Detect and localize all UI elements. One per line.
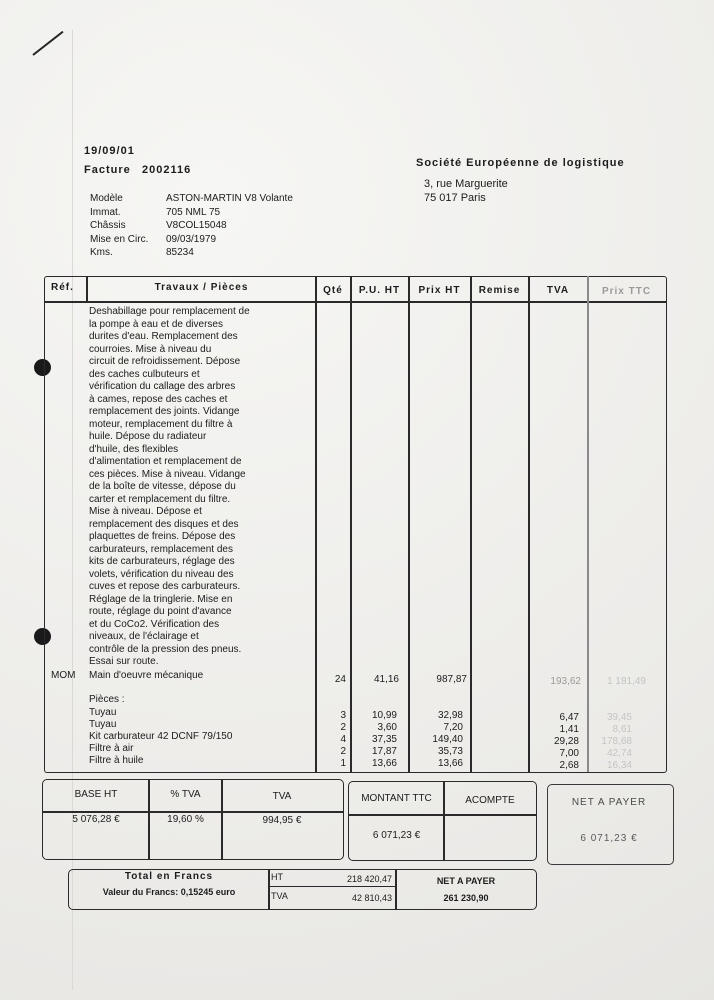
base-ht-value: 5 076,28 €: [72, 814, 120, 825]
labor-unit-price: 41,16: [373, 674, 399, 685]
part-price-ht: 35,73: [437, 746, 463, 757]
francs-net-value: 261 230,90: [443, 893, 489, 903]
description-line: Essai sur route.: [89, 656, 159, 667]
invoice-date: 19/09/01: [84, 145, 135, 157]
description-line: Mise à niveau. Dépose et: [89, 506, 202, 517]
part-qty: 1: [340, 758, 346, 769]
col-divider: [587, 276, 589, 772]
francs-conversion: Valeur du Francs: 0,15245 euro: [102, 887, 236, 897]
vehicle-value: 85234: [166, 247, 194, 258]
francs-col: [268, 869, 270, 910]
part-row: [0, 743, 714, 759]
description-line: huile. Dépose du radiateur: [89, 431, 207, 442]
header-divider: [44, 301, 667, 303]
vehicle-row: [90, 206, 293, 220]
tva-value: 994,95 €: [262, 815, 302, 826]
vehicle-row: [90, 219, 293, 233]
vehicle-label: Immat.: [90, 206, 121, 218]
part-ttc: 39,45: [606, 712, 632, 723]
description-line: volets, vérification du niveau des: [89, 568, 234, 580]
col-divider: [315, 276, 317, 772]
vehicle-row: [90, 246, 293, 260]
parts-heading: Pièces :: [89, 694, 125, 705]
description-line: plaquettes de freins. Dépose des: [89, 531, 236, 542]
montant-ttc-label: MONTANT TTC: [361, 793, 432, 804]
francs-tva-label: TVA: [271, 891, 288, 901]
part-ttc: 8,61: [612, 724, 632, 735]
vehicle-info: [90, 192, 293, 260]
description-line: courroies. Mise à niveau du: [89, 343, 212, 355]
description-line: Deshabillage pour remplacement de: [89, 306, 250, 317]
company-name: Société Européenne de logistique: [416, 157, 625, 169]
vehicle-label: Modèle: [90, 193, 123, 204]
montant-col: [443, 781, 445, 861]
labor-qty: 24: [334, 674, 346, 685]
col-divider: [470, 276, 472, 772]
part-qty: 3: [340, 710, 346, 721]
part-label: Filtre à air: [89, 743, 134, 754]
part-tva: 29,28: [553, 736, 579, 747]
description-line: remplacement des disques et des: [89, 518, 239, 530]
description-line: des caches culbuteurs et: [89, 368, 200, 380]
part-row: [0, 731, 714, 747]
part-tva: 2,68: [559, 760, 579, 771]
labor-ttc: 1 181,49: [607, 676, 646, 687]
part-qty: 2: [340, 746, 346, 757]
description-line: kits de carburateurs, réglage des: [89, 556, 235, 567]
pct-tva-label: % TVA: [170, 789, 201, 800]
description-line: remplacement des joints. Vidange: [89, 406, 240, 417]
vehicle-value: 09/03/1979: [166, 233, 217, 245]
description-line: la pompe à eau et de diverses: [89, 318, 223, 330]
part-unit-price: 37,35: [371, 734, 397, 745]
parts-list: [0, 707, 714, 771]
company-street: 3, rue Marguerite: [424, 178, 508, 190]
header-ref: Réf.: [51, 282, 74, 293]
part-unit-price: 17,87: [371, 746, 397, 757]
vehicle-label: Mise en Circ.: [90, 233, 149, 245]
labor-tva: 193,62: [550, 676, 581, 687]
part-unit-price: 3,60: [377, 722, 397, 733]
francs-row: [268, 886, 395, 887]
col-divider: [408, 276, 410, 772]
header-price-ht: Prix HT: [418, 285, 461, 296]
header-unit-price: P.U. HT: [358, 285, 401, 296]
vehicle-value: ASTON-MARTIN V8 Volante: [166, 193, 293, 204]
francs-ht-value: 218 420,47: [346, 874, 392, 884]
francs-ht-label: HT: [271, 872, 283, 882]
vehicle-row: [90, 192, 293, 206]
invoice-number: 2002116: [142, 164, 192, 176]
montant-ttc-value: 6 071,23 €: [372, 830, 421, 841]
description-line: Réglage de la tringlerie. Mise en: [89, 593, 233, 605]
part-price-ht: 149,40: [432, 734, 463, 745]
work-description: [89, 306, 250, 669]
description-line: vérification du callage des arbres: [89, 381, 236, 392]
description-line: carter et remplacement du filtre.: [89, 493, 231, 505]
part-tva: 1,41: [559, 724, 579, 735]
description-line: et du CoCo2. Vérification des: [89, 618, 220, 630]
pen-mark: [32, 31, 63, 56]
description-line: circuit de refroidissement. Dépose: [89, 356, 241, 367]
part-label: Tuyau: [89, 719, 117, 730]
part-row: [0, 719, 714, 735]
part-label: Kit carburateur 42 DCNF 79/150: [89, 731, 233, 742]
francs-net-label: NET A PAYER: [436, 876, 496, 886]
vehicle-label: Kms.: [90, 247, 113, 258]
header-works: Travaux / Pièces: [154, 282, 249, 293]
description-line: à cames, repose des caches et: [89, 393, 228, 405]
part-ttc: 178,68: [601, 736, 632, 747]
invoice-label: Facture: [84, 164, 131, 176]
francs-tva-value: 42 810,43: [351, 893, 392, 903]
part-label: Tuyau: [89, 707, 117, 718]
pct-tva-value: 19,60 %: [167, 814, 204, 825]
part-row: [0, 755, 714, 771]
description-line: de la boîte de vitesse, dépose du: [89, 481, 236, 492]
base-ht-label: BASE HT: [74, 789, 118, 800]
header-qty: Qté: [323, 285, 343, 296]
company-city: 75 017 Paris: [424, 192, 486, 204]
description-line: route, réglage du point d'avance: [89, 606, 232, 617]
net-payer-label: NET A PAYER: [571, 797, 647, 808]
part-tva: 6,47: [559, 712, 579, 723]
part-ttc: 42,74: [606, 748, 632, 759]
header-discount: Remise: [478, 285, 521, 296]
description-line: d'huile, des flexibles: [89, 443, 179, 455]
description-line: durites d'eau. Remplacement des: [89, 331, 238, 342]
col-divider: [528, 276, 530, 772]
tva-label: TVA: [272, 791, 292, 802]
acompte-label: ACOMPTE: [465, 795, 515, 806]
part-unit-price: 10,99: [371, 710, 397, 721]
part-ttc: 16,34: [606, 760, 632, 771]
vehicle-row: [90, 233, 293, 247]
part-row: [0, 707, 714, 723]
labor-ref: MOM: [51, 670, 76, 681]
part-price-ht: 7,20: [443, 722, 463, 733]
part-qty: 2: [340, 722, 346, 733]
tva-summary-divider: [42, 811, 344, 813]
header-tva: TVA: [546, 285, 570, 296]
francs-title: Total en Francs: [124, 871, 214, 882]
vehicle-value: V8COL15048: [166, 220, 227, 231]
part-tva: 7,00: [559, 748, 579, 759]
part-price-ht: 13,66: [437, 758, 463, 769]
labor-price-ht: 987,87: [436, 674, 467, 685]
col-divider: [350, 276, 352, 772]
labor-label: Main d'oeuvre mécanique: [89, 670, 204, 681]
description-line: moteur, remplacement du filtre à: [89, 418, 233, 430]
description-line: carburateurs, remplacement des: [89, 543, 233, 555]
description-line: contrôle de la pression des pneus.: [89, 643, 242, 655]
description-line: niveaux, de l'éclairage et: [89, 631, 199, 642]
part-qty: 4: [340, 734, 346, 745]
vehicle-label: Châssis: [90, 220, 126, 231]
description-line: ces pièces. Mise à niveau. Vidange: [89, 468, 246, 480]
part-price-ht: 32,98: [437, 710, 463, 721]
vehicle-value: 705 NML 75: [166, 206, 221, 218]
header-price-ttc: Prix TTC: [601, 286, 652, 297]
part-label: Filtre à huile: [89, 755, 144, 766]
description-line: d'alimentation et remplacement de: [89, 456, 242, 467]
part-unit-price: 13,66: [371, 758, 397, 769]
description-line: cuves et repose des carburateurs.: [89, 581, 241, 592]
net-payer-value: 6 071,23 €: [580, 833, 638, 844]
